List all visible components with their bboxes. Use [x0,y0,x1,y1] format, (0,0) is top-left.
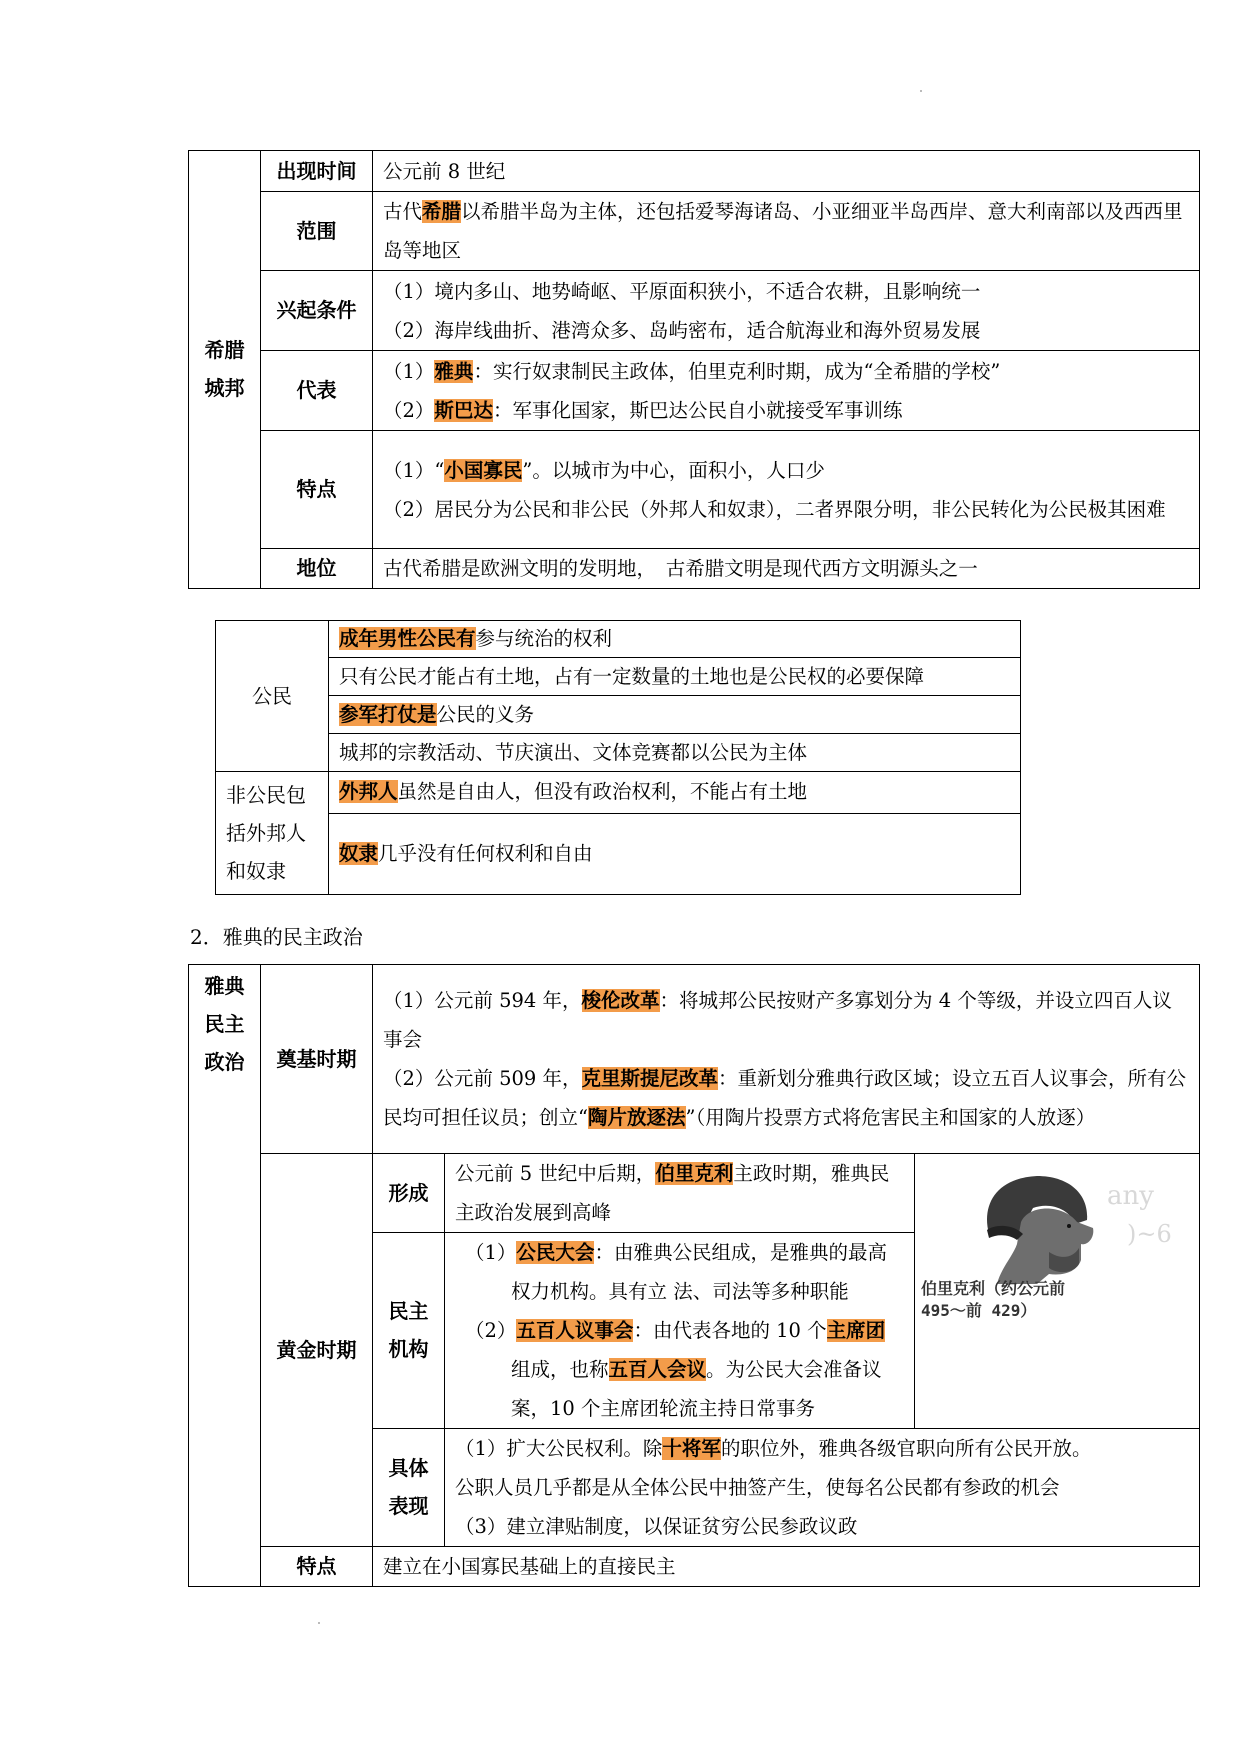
text-run: ：重新划分雅典行政区域；设立五百人议事会，所有公民均可担任议员；创立“ [383,1067,1187,1129]
text-run: 古代 [383,200,423,223]
golden-label: 黄金时期 [261,1154,373,1547]
highlighted-term: 外邦人 [339,780,398,804]
text-run: 。为公民大会准备议案，10 个主席团轮流主持日常事务 [511,1358,882,1420]
citizen-table [215,620,1021,895]
text-line [455,1154,904,1232]
row-label: 出现时间 [261,151,373,192]
text-run: ：实行奴隶制民主政体，伯里克利时期，成为“全希腊的学校” [473,359,1001,383]
text-run: ：军事化国家，斯巴达公民自小就接受军事训练 [492,398,903,422]
highlighted-term: 伯里克利 [655,1162,734,1185]
group-label: 雅典民主政治 [189,965,261,1587]
text-run: ：将城邦公民按财产多寡划分为 4 个等级，并设立四百人议事会 [383,989,1172,1051]
highlighted-term: 梭伦改革 [581,989,660,1012]
text-run: 古代希腊是欧洲文明的发明地， 古希腊文明是现代西方文明源头之一 [383,557,978,580]
text-run: 组成，也称 [511,1358,609,1381]
speck [920,90,922,92]
row-label: 特点 [261,431,373,549]
citizen-row [329,696,1021,734]
text-run: （1）公元前 594 年， [383,989,582,1012]
highlighted-term: 公民大会 [516,1241,595,1264]
text-run: 参与统治的权利 [475,627,613,650]
text-run: 城邦的宗教活动、节庆演出、文体竞赛都以公民为主体 [339,740,808,764]
text-run: （1） [465,1241,517,1264]
text-run: 公元前 8 世纪 [383,159,506,183]
highlighted-term: 成年男性公民有 [339,627,476,650]
text-line [383,152,1189,191]
row-content [373,271,1200,351]
row-label: 范围 [261,192,373,271]
svg-text:any: any [1107,1181,1154,1211]
highlighted-term: 斯巴达 [434,398,493,422]
highlighted-term: 五百人议事会 [516,1319,634,1342]
citizen-row [329,621,1021,658]
row-content [373,431,1200,549]
highlighted-term: 陶片放逐法 [587,1106,686,1129]
text-run: （2）海岸线曲折、港湾众多、岛屿密布，适合航海业和海外贸易发展 [383,318,981,342]
portrait-caption: 伯里克利（约公元前 495～前 429） [921,1279,1066,1320]
row-label: 兴起条件 [261,271,373,351]
feature-label: 特点 [261,1547,373,1587]
highlighted-term: 参军打仗是 [339,702,437,726]
pericles-bust-icon [937,1164,1177,1284]
foundation-label: 奠基时期 [261,965,373,1154]
manifestation-content [445,1429,1200,1547]
text-run: （3）建立津贴制度，以保证贫穷公民参政议政 [455,1515,858,1538]
highlighted-term: 奴隶 [339,841,379,865]
institutions-content [445,1233,915,1429]
formation-label: 形成 [373,1154,445,1233]
highlighted-term: 克里斯提尼改革 [581,1067,719,1090]
text-run: 几乎没有任何权利和自由 [378,841,593,865]
text-run: ：由雅典公民组成，是雅典的最高权力机构。具有立 法、司法等多种职能 [511,1241,887,1303]
text-run: ”。以城市为中心，面积小，人口少 [522,458,825,482]
text-run: ”（用陶片投票方式将危害民主和国家的人放逐） [685,1106,1096,1129]
highlighted-term: 希腊 [422,200,462,223]
text-line [383,192,1189,270]
text-run: （2） [465,1319,517,1342]
text-run: （2）公元前 509 年， [383,1067,582,1090]
highlighted-term: 五百人会议 [608,1358,707,1381]
row-content [373,351,1200,431]
row-label: 代表 [261,351,373,431]
noncitizen-label: 非公民包括外邦人和奴隶 [216,772,329,895]
text-run: 公元前 5 世纪中后期， [455,1162,656,1185]
row-label: 地位 [261,549,373,589]
text-line [465,1311,904,1428]
section-title: 2．雅典的民主政治 [190,925,363,949]
text-line [383,311,1189,350]
speck [318,1622,320,1624]
text-line [455,1468,1189,1507]
greek-city-state-table [188,150,1200,589]
manifestation-label: 具体表现 [373,1429,445,1547]
text-run: 主政时期，雅典民主政治发展到高峰 [455,1162,890,1224]
text-line [383,391,1189,430]
formation-content [445,1154,915,1233]
foundation-content [373,965,1200,1154]
text-run: （1）“ [383,458,445,482]
text-line [383,1059,1189,1137]
text-line [383,549,1189,588]
text-run: （2）居民分为公民和非公民（外邦人和奴隶），二者界限分明，非公民转化为公民极其困难 [383,497,1166,521]
row-content [373,549,1200,589]
institutions-label: 民主机构 [373,1233,445,1429]
feature-content: 建立在小国寡民基础上的直接民主 [373,1547,1200,1587]
text-line [383,352,1189,391]
text-run: 的职位外，雅典各级官职向所有公民开放。 [720,1437,1092,1460]
text-line [455,1507,1189,1546]
text-run: （1）扩大公民权利。除 [455,1437,663,1460]
text-run: 公民的义务 [436,702,535,726]
athens-democracy-table [188,964,1200,1587]
text-line [383,981,1189,1059]
highlighted-term: 小国寡民 [444,458,523,482]
noncitizen-row [329,772,1021,814]
text-run: 虽然是自由人，但没有政治权利，不能占有土地 [397,780,808,804]
text-run: 公职人员几乎都是从全体公民中抽签产生，使每名公民都有参政的机会 [455,1476,1060,1499]
row-content [373,192,1200,271]
text-run: （1）境内多山、地势崎岖、平原面积狭小，不适合农耕，且影响统一 [383,279,981,303]
citizen-label: 公民 [216,621,329,772]
citizen-row [329,734,1021,772]
text-run: 以希腊半岛为主体，还包括爱琴海诸岛、小亚细亚半岛西岸、意大利南部以及西西里岛等地区 [383,200,1183,262]
text-line [455,1429,1189,1468]
highlighted-term: 雅典 [434,359,474,383]
text-run: （2） [383,398,435,422]
portrait-cell [915,1154,1200,1429]
text-run: ：由代表各地的 10 个 [633,1319,827,1342]
group-label: 希腊城邦 [189,151,261,589]
row-content [373,151,1200,192]
text-line [383,272,1189,311]
noncitizen-row [329,813,1021,894]
highlighted-term: 十将军 [662,1437,721,1460]
text-line [465,1233,904,1311]
svg-text:)~6: )~6 [1127,1220,1172,1248]
text-line [383,451,1189,490]
text-run: 只有公民才能占有土地，占有一定数量的土地也是公民权的必要保障 [339,664,925,688]
text-run: （1） [383,359,435,383]
highlighted-term: 主席团 [826,1319,886,1342]
citizen-row [329,658,1021,696]
text-line [383,490,1189,529]
